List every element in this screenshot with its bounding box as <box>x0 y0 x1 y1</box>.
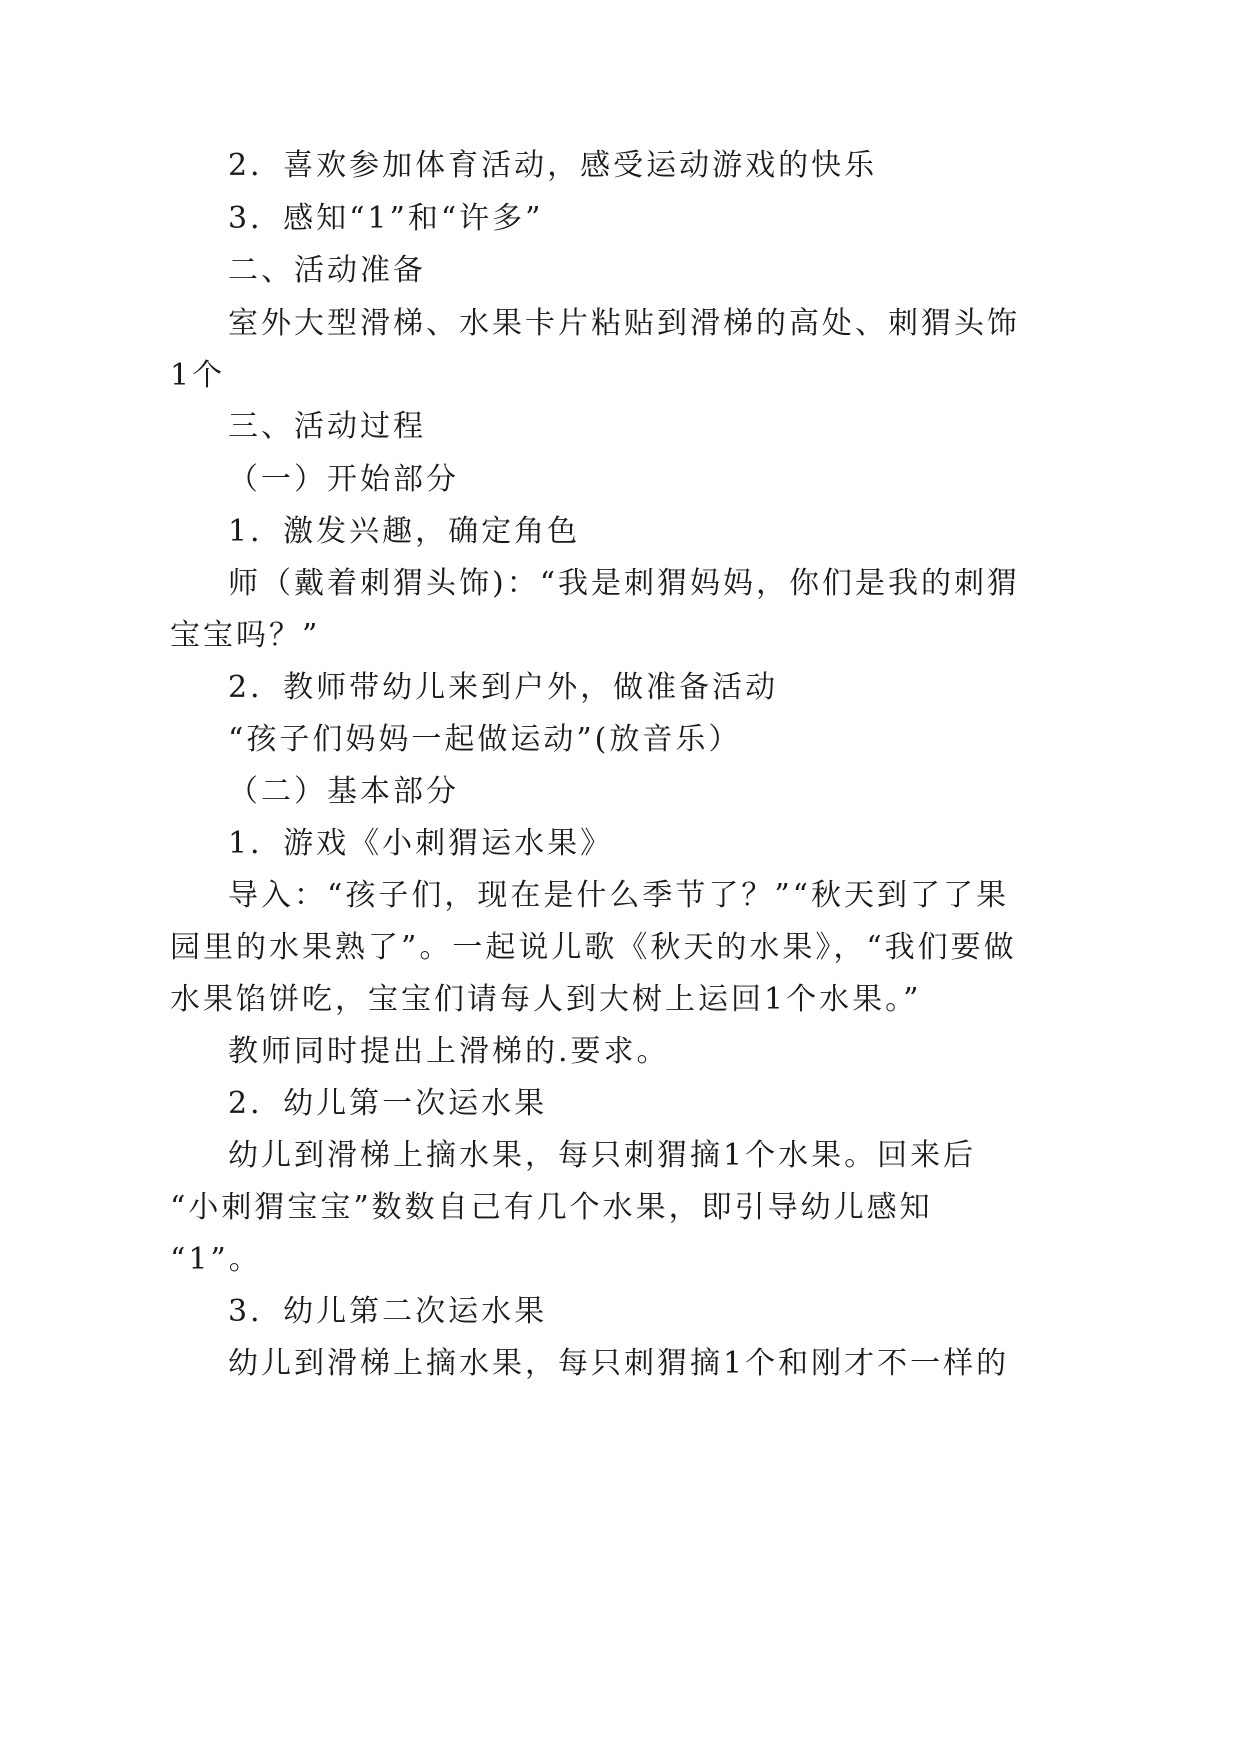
paragraph-line: “小刺猬宝宝”数数自己有几个水果，即引导幼儿感知 <box>170 1190 933 1225</box>
paragraph-line: “1”。 <box>170 1242 262 1277</box>
paragraph-line: 1个 <box>170 358 226 393</box>
paragraph-line: 幼儿到滑梯上摘水果，每只刺猬摘1个水果。回来后 <box>228 1138 977 1173</box>
paragraph-line: 水果馅饼吃，宝宝们请每人到大树上运回1个水果。” <box>170 982 922 1017</box>
paragraph-line: 1．游戏《小刺猬运水果》 <box>228 826 614 861</box>
paragraph-line: 室外大型滑梯、水果卡片粘贴到滑梯的高处、刺猬头饰 <box>228 306 1020 341</box>
paragraph-line: 教师同时提出上滑梯的.要求。 <box>228 1034 670 1069</box>
paragraph-line: 师（戴着刺猬头饰)：“我是刺猬妈妈，你们是我的刺猬 <box>228 566 1021 601</box>
paragraph-line: 2．幼儿第一次运水果 <box>228 1086 548 1121</box>
paragraph-line: 导入：“孩子们，现在是什么季节了？”“秋天到了了果 <box>228 878 1010 913</box>
paragraph-line: 3．幼儿第二次运水果 <box>228 1294 548 1329</box>
paragraph-line: “孩子们妈妈一起做运动”(放音乐） <box>228 722 742 757</box>
paragraph-line: 幼儿到滑梯上摘水果，每只刺猬摘1个和刚才不一样的 <box>228 1346 1010 1381</box>
section-heading: 三、活动过程 <box>228 409 426 444</box>
section-heading: 二、活动准备 <box>228 253 426 288</box>
subsection-heading: （二）基本部分 <box>228 774 459 809</box>
paragraph-line: 园里的水果熟了”。一起说儿歌《秋天的水果》，“我们要做 <box>170 930 1017 965</box>
paragraph-line: 3．感知“1”和“许多” <box>228 201 544 236</box>
paragraph-line: 宝宝吗？” <box>170 618 321 653</box>
paragraph-line: 2．喜欢参加体育活动，感受运动游戏的快乐 <box>228 148 878 183</box>
paragraph-line: 2．教师带幼儿来到户外，做准备活动 <box>228 670 779 705</box>
subsection-heading: （一）开始部分 <box>228 462 459 497</box>
paragraph-line: 1．激发兴趣，确定角色 <box>228 514 581 549</box>
